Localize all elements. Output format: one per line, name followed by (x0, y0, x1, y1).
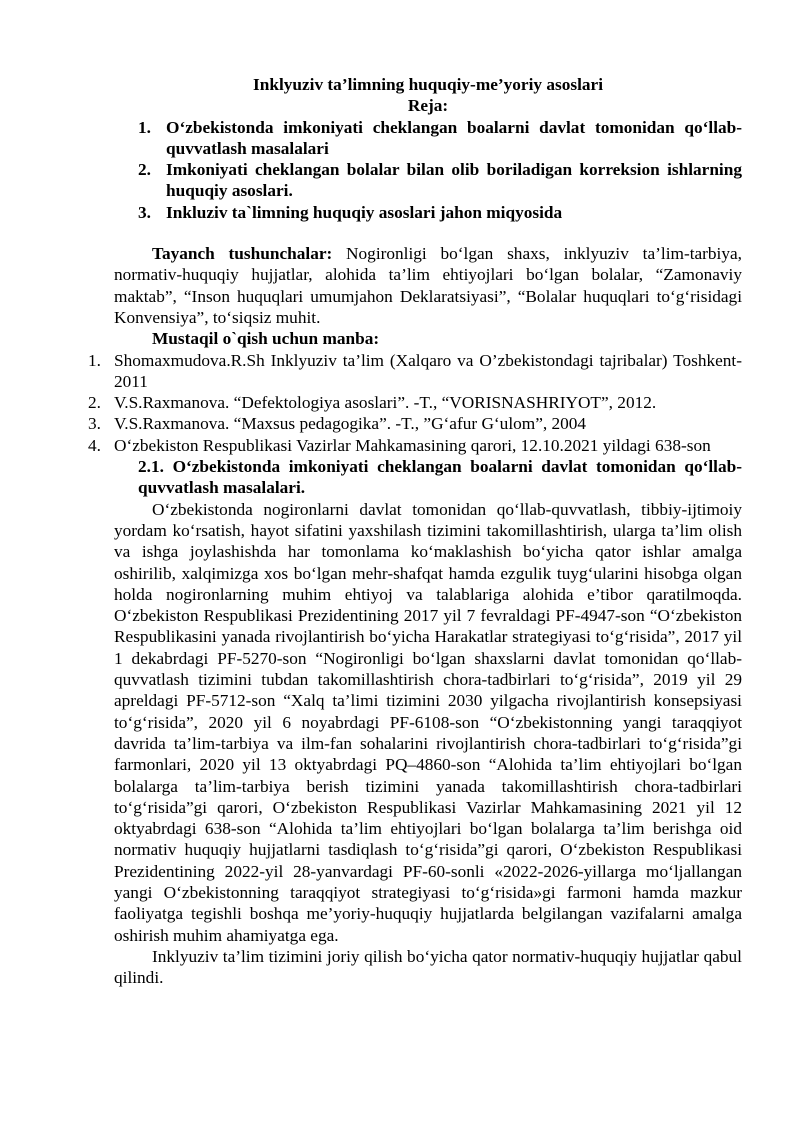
key-terms-label: Tayanch tushunchalar: (152, 244, 333, 264)
plan-item-number: 3. (138, 202, 151, 222)
key-terms-text: Nogironligi bo‘lgan shaxs, inklyuziv ta’lim-tarbiya, normativ-huquqiy hujjatlar, alohida ta’lim ehtiyojlari bo‘lgan bolalar, “Zamonaviy maktab”, “Inson huquqlari umumjahon Deklaratsiyasi”, “Bolalar huquqlari to‘g‘risidagi Konvensiya”, to‘siqsiz muhit. (114, 244, 742, 327)
source-item (88, 413, 742, 434)
source-text: O‘zbekiston Respublikasi Vazirlar Mahkamasining qarori, 12.10.2021 yildagi 638-son (114, 435, 711, 455)
plan-item (114, 159, 742, 202)
source-item (88, 392, 742, 413)
source-number: 1. (88, 350, 101, 370)
plan-item-text: Imkoniyati cheklangan bolalar bilan olib boriladigan korreksion ishlarning huquqiy asoslari. (166, 160, 742, 201)
section-heading: 2.1. O‘zbekistonda imkoniyati cheklangan boalarni davlat tomonidan qo‘llab-quvvatlash masalalari. (138, 457, 742, 498)
source-text: Shomaxmudova.R.Sh Inklyuziv ta’lim (Xalqaro va O’zbekistondagi tajribalar) Toshkent-2011 (114, 350, 742, 391)
sources-list (88, 350, 742, 456)
source-number: 4. (88, 435, 101, 455)
source-number: 3. (88, 414, 101, 434)
body-paragraph-2: Inklyuziv ta’lim tizimini joriy qilish bo‘yicha qator normativ-huquqiy hujjatlar qabul qilindi. (114, 946, 742, 988)
plan-item-text: O‘zbekistonda imkoniyati cheklangan boalarni davlat tomonidan qo‘llab-quvvatlash masalalari (166, 117, 742, 158)
key-terms-paragraph (114, 243, 742, 328)
source-text: V.S.Raxmanova. “Maxsus pedagogika”. -T., ”G‘afur G‘ulom”, 2004 (114, 414, 587, 434)
source-text: V.S.Raxmanova. “Defektologiya asoslari”. -T., “VORISNASHRIYOT”, 2012. (114, 393, 657, 413)
document-title: Inklyuziv ta’limning huquqiy-me’yoriy asoslari (253, 75, 603, 94)
plan-list (114, 117, 742, 223)
plan-item (114, 202, 742, 223)
plan-item-number: 2. (138, 160, 151, 180)
plan-item-text: Inkluziv ta`limning huquqiy asoslari jahon miqyosida (166, 202, 563, 222)
source-item (88, 435, 742, 456)
body-paragraph-1: O‘zbekistonda nogironlarni davlat tomonidan qo‘llab-quvvatlash, tibbiy-ijtimoiy yordam ko‘rsatish, hayot sifatini yaxshilash tizimini takomillashtirish, ularga ta’lim olish va ishga joylashishda har tomonlama ko‘maklashish bo‘yicha qator ishlar amalga oshirilib, xalqimizga xos bo‘lgan mehr-shafqat hamda ezgulik tuyg‘ularini hisobga olgan holda nogironlarning muhim ehtiyoj va talablariga alohida e’tibor qaratilmoqda. O‘zbekiston Respublikasi Prezidentining 2017 yil 7 fevraldagi PF-4947-son “O‘zbekiston Respublikasini yanada rivojlantirish bo‘yicha Harakatlar strategiyasi to‘g‘risida”, 2017 yil 1 dekabrdagi PF-5270-son “Nogironligi bo‘lgan shaxslarni davlat tomonidan qo‘llab-quvvatlash tizimini tubdan takomillashtirish chora-tadbirlari to‘g‘risida”, 2019 yil 29 apreldagi PF-5712-son “Xalq ta’limi tizimini 2030 yilgacha rivojlantirish konsepsiyasi to‘g‘risida”, 2020 yil 6 noyabrdagi PF-6108-son “O‘zbekistonning yangi taraqqiyot davrida ta’lim-tarbiya va ilm-fan sohalarini rivojlantirish chora-tadbirlari to‘g‘risida”gi farmonlari, 2020 yil 13 oktyabrdagi PQ–4860-son “Alohida ta’lim ehtiyojlari bo‘lgan bolalarga ta’lim-tarbiya berish tizimini yanada takomillashtirish chora-tadbirlari to‘g‘risida”gi qarori, O‘zbekiston Respublikasi Vazirlar Mahkamasining 2021 yil 12 oktyabrdagi 638-son “Alohida ta’lim ehtiyojlari bo‘lgan bolalarga ta’lim berishga oid normativ huquqiy hujjatlarni tasdiqlash to‘g‘risida”gi qarori, O‘zbekiston Respublikasi Prezidentining 2022-yil 28-yanvardagi PF-60-sonli «2022-2026-yillarga mo‘ljallangan yangi O‘zbekistonning taraqqiyot strategiyasi to‘g‘risida»gi farmoni hamda mazkur faoliyatga tegishli boshqa me’yoriy-huquqiy hujjatlarda belgilangan vazifalarni amalga oshirish muhim ahamiyatga ega. (114, 499, 742, 945)
plan-heading: Reja: (407, 96, 449, 116)
sources-heading: Mustaqil o`qish uchun manba: (152, 329, 380, 349)
source-number: 2. (88, 393, 101, 413)
source-item (88, 350, 742, 393)
plan-item-number: 1. (138, 117, 151, 137)
plan-item (114, 117, 742, 160)
document-page (88, 74, 742, 988)
